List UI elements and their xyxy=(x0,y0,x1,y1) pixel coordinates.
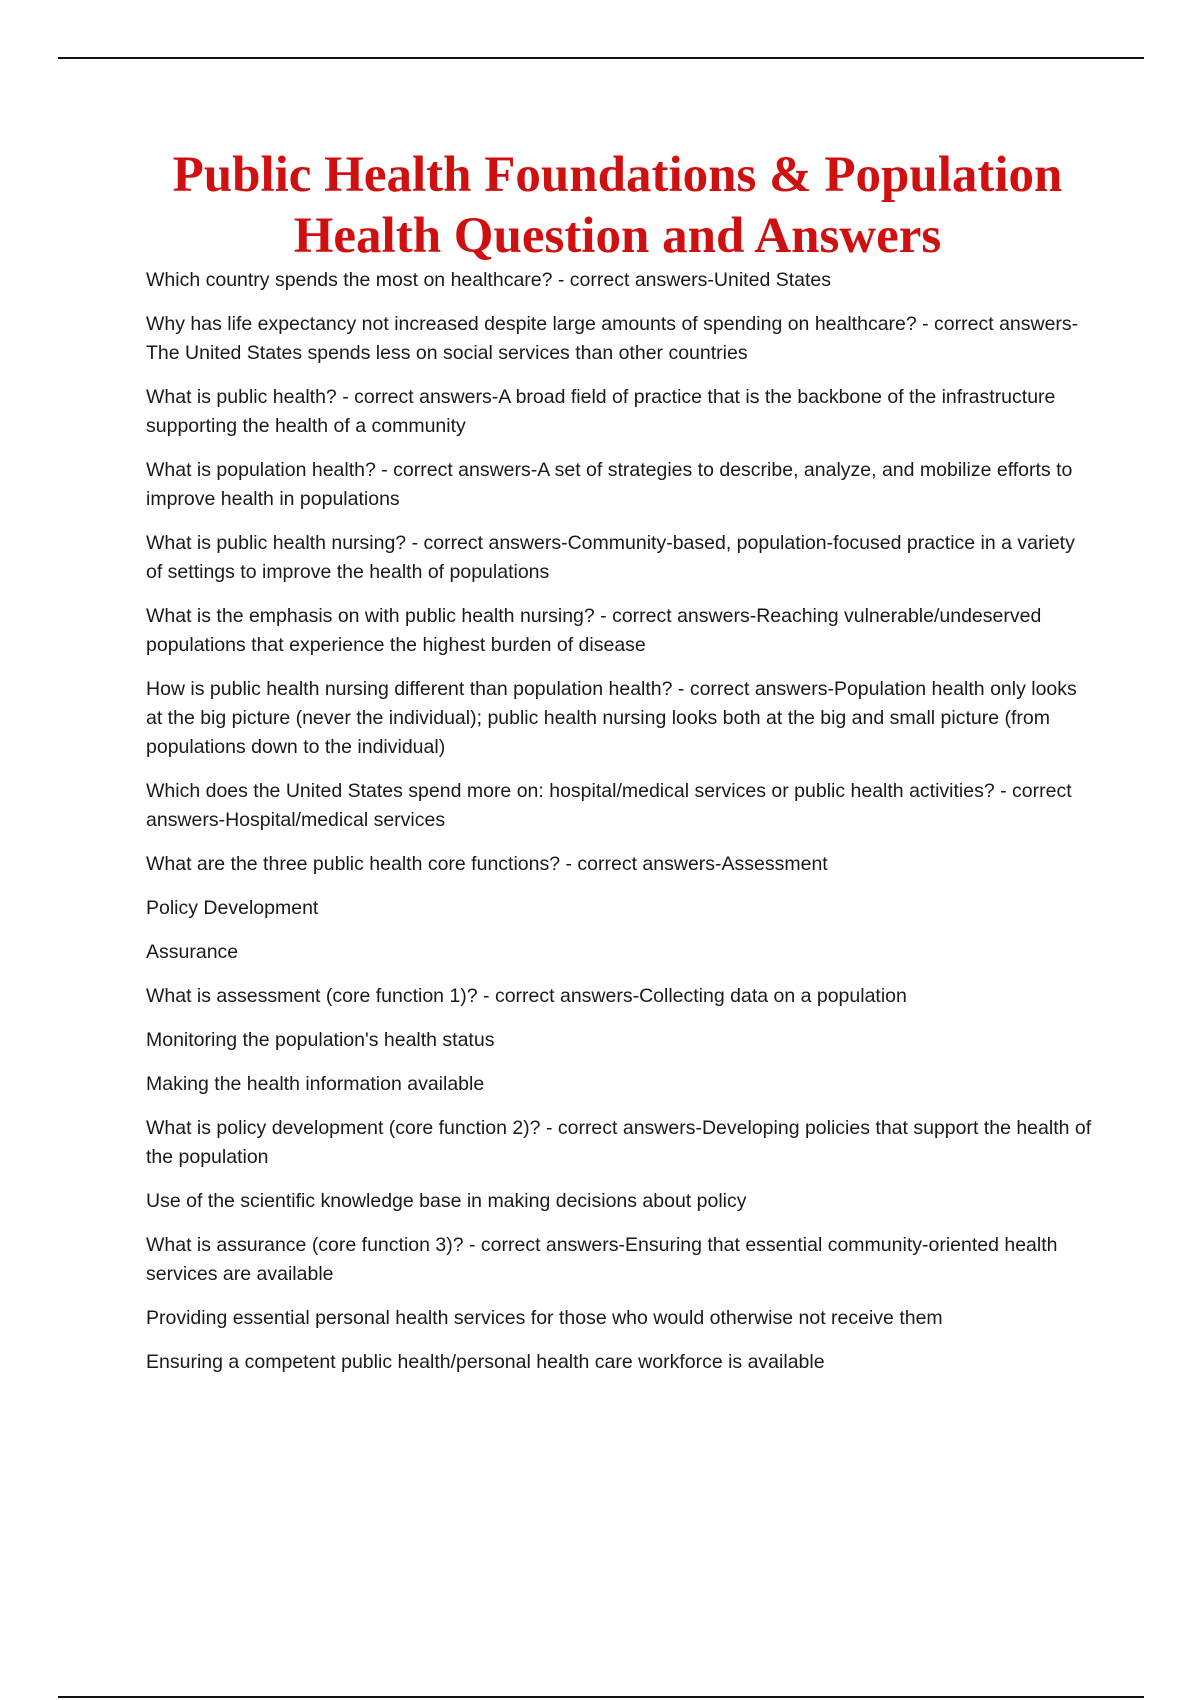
qa-paragraph: Providing essential personal health services for those who would otherwise not receive them xyxy=(146,1307,943,1329)
qa-paragraph: How is public health nursing different than population health? - correct answers-Population health only looks at the big picture (never the individual); public health nursing looks both at the big and small picture (from populations down to the individual) xyxy=(146,678,1077,758)
document-title: Public Health Foundations & Population Health Question and Answers xyxy=(172,147,1063,264)
qa-paragraph: Making the health information available xyxy=(146,1073,485,1095)
qa-paragraph: Why has life expectancy not increased despite large amounts of spending on healthcare? - correct answers-The United States spends less on social services than other countries xyxy=(146,313,1079,364)
qa-paragraph: What is policy development (core function 2)? - correct answers-Developing policies that support the health of the population xyxy=(146,1117,1092,1168)
top-rule xyxy=(58,57,1144,59)
qa-paragraph: Policy Development xyxy=(146,897,319,919)
qa-paragraph: What is public health nursing? - correct answers-Community-based, population-focused practice in a variety of settings to improve the health of populations xyxy=(146,532,1075,583)
qa-paragraph: Assurance xyxy=(146,941,239,963)
qa-paragraph: What is assurance (core function 3)? - correct answers-Ensuring that essential community-oriented health services are available xyxy=(146,1234,1058,1285)
qa-paragraph: What is population health? - correct answers-A set of strategies to describe, analyze, and mobilize efforts to improve health in populations xyxy=(146,459,1073,510)
qa-paragraph: What is the emphasis on with public health nursing? - correct answers-Reaching vulnerable/undeserved populations that experience the highest burden of disease xyxy=(146,605,1042,656)
qa-paragraph: Monitoring the population's health status xyxy=(146,1029,495,1051)
qa-paragraph: What is assessment (core function 1)? - correct answers-Collecting data on a population xyxy=(146,985,907,1007)
qa-paragraph: Which does the United States spend more on: hospital/medical services or public health activities? - correct answers-Hospital/medical services xyxy=(146,780,1072,831)
qa-paragraph: What are the three public health core functions? - correct answers-Assessment xyxy=(146,853,828,875)
qa-paragraph: Use of the scientific knowledge base in making decisions about policy xyxy=(146,1190,747,1212)
qa-paragraph: What is public health? - correct answers-A broad field of practice that is the backbone of the infrastructure supporting the health of a community xyxy=(146,386,1056,437)
qa-paragraph: Ensuring a competent public health/personal health care workforce is available xyxy=(146,1351,825,1373)
qa-paragraph: Which country spends the most on healthcare? - correct answers-United States xyxy=(146,269,831,291)
qa-list xyxy=(146,266,1096,1392)
bottom-rule xyxy=(58,1696,1144,1698)
